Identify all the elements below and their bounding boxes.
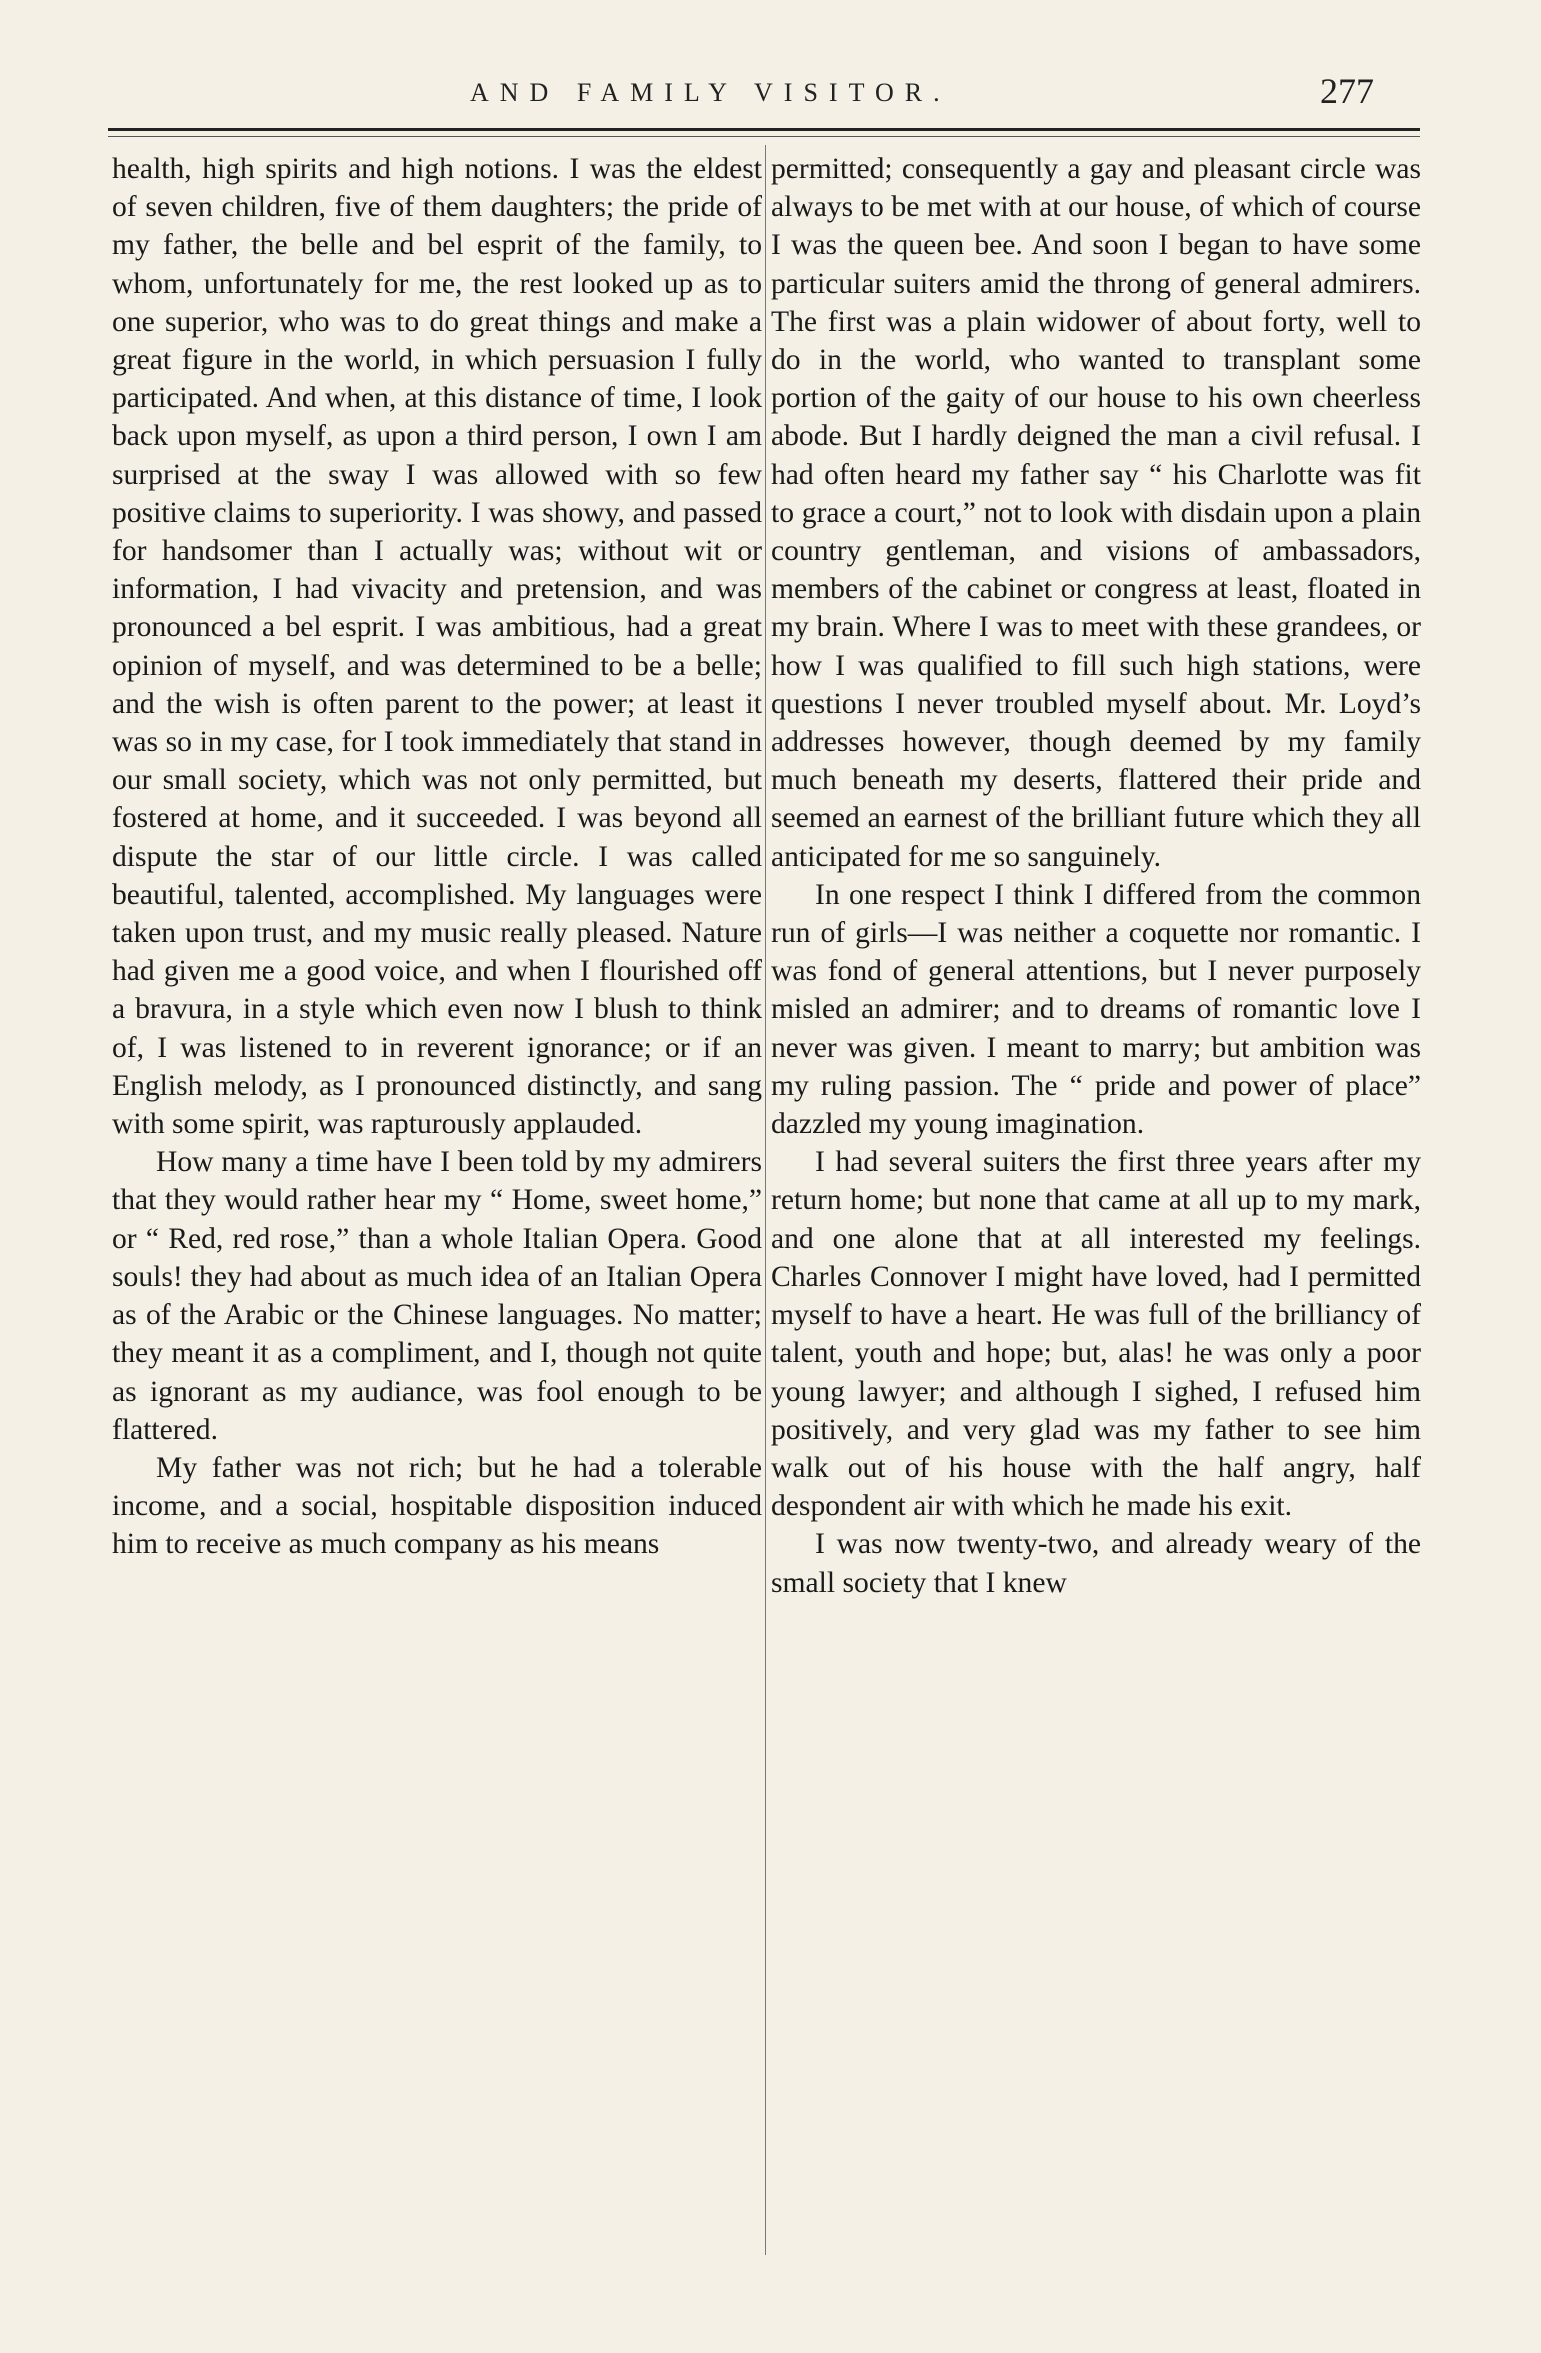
left-column: [112, 150, 762, 1564]
paragraph: permitted; consequently a gay and pleasant circle was always to be met with at our house, of which of course I was the queen bee. And soon I began to have some particular suiters amid the throng of general admirers. The first was a plain widower of about forty, well to do in the world, who wanted to transplant some portion of the gaity of our house to his own cheerless abode. But I hardly deigned the man a civil refusal. I had often heard my father say “ his Charlotte was fit to grace a court,” not to look with disdain upon a plain country gentleman, and visions of ambassadors, members of the cabinet or congress at least, floated in my brain. Where I was to meet with these grandees, or how I was qualified to fill such high stations, were questions I never troubled myself about. Mr. Loyd’s addresses however, though deemed by my family much beneath my deserts, flattered their pride and seemed an earnest of the brilliant future which they all anticipated for me so sanguinely.: [771, 153, 1421, 873]
header-rule-thin: [108, 136, 1420, 137]
header-rule: [108, 128, 1420, 131]
right-column: [771, 150, 1421, 1602]
paragraph: I was now twenty-two, and already weary of the small society that I knew: [771, 1528, 1421, 1599]
paragraph: health, high spirits and high notions. I was the eldest of seven children, five of them daughters; the pride of my father, the belle and bel esprit of the family, to whom, unfortunately for me, the rest looked up as to one superior, who was to do great things and make a great figure in the world, in which persuasion I fully participated. And when, at this distance of time, I look back upon myself, as upon a third person, I own I am surprised at the sway I was allowed with so few positive claims to superiority. I was showy, and passed for handsomer than I actually was; without wit or information, I had vivacity and pretension, and was pronounced a bel esprit. I was ambitious, had a great opinion of myself, and was determined to be a belle; and the wish is often parent to the power; at least it was so in my case, for I took immediately that stand in our small society, which was not only permitted, but fostered at home, and it succeeded. I was beyond all dispute the star of our little circle. I was called beautiful, talented, accomplished. My languages were taken upon trust, and my music really pleased. Nature had given me a good voice, and when I flourished off a bravura, in a style which even now I blush to think of, I was listened to in reverent ignorance; or if an English melody, as I pronounced distinctly, and sang with some spirit, was rapturously applauded.: [112, 153, 762, 1141]
paragraph: In one respect I think I differed from the common run of girls—I was neither a coquette nor romantic. I was fond of general attentions, but I never purposely misled an admirer; and to dreams of romantic love I never was given. I meant to marry; but ambition was my ruling passion. The “ pride and power of place” dazzled my young imagination.: [771, 878, 1421, 1141]
column-divider: [765, 145, 766, 2255]
paragraph: I had several suiters the first three years after my return home; but none that came at all up to my mark, and one alone that at all interested my feelings. Charles Connover I might have loved, had I permitted myself to have a heart. He was full of the brilliancy of talent, youth and hope; but, alas! he was only a poor young lawyer; and although I sighed, I refused him positively, and very glad was my father to see him walk out of his house with the half angry, half despondent air with which he made his exit.: [771, 1146, 1421, 1523]
running-title: AND FAMILY VISITOR.: [470, 78, 951, 107]
paragraph: How many a time have I been told by my admirers that they would rather hear my “ Home, sweet home,” or “ Red, red rose,” than a whole Italian Opera. Good souls! they had about as much idea of an Italian Opera as of the Arabic or the Chinese languages. No matter; they meant it as a compliment, and I, though not quite as ignorant as my audiance, was fool enough to be flattered.: [112, 1146, 762, 1446]
page-number: 277: [1320, 71, 1374, 111]
paragraph: My father was not rich; but he had a tolerable income, and a social, hospitable disposition induced him to receive as much company as his means: [112, 1451, 762, 1561]
